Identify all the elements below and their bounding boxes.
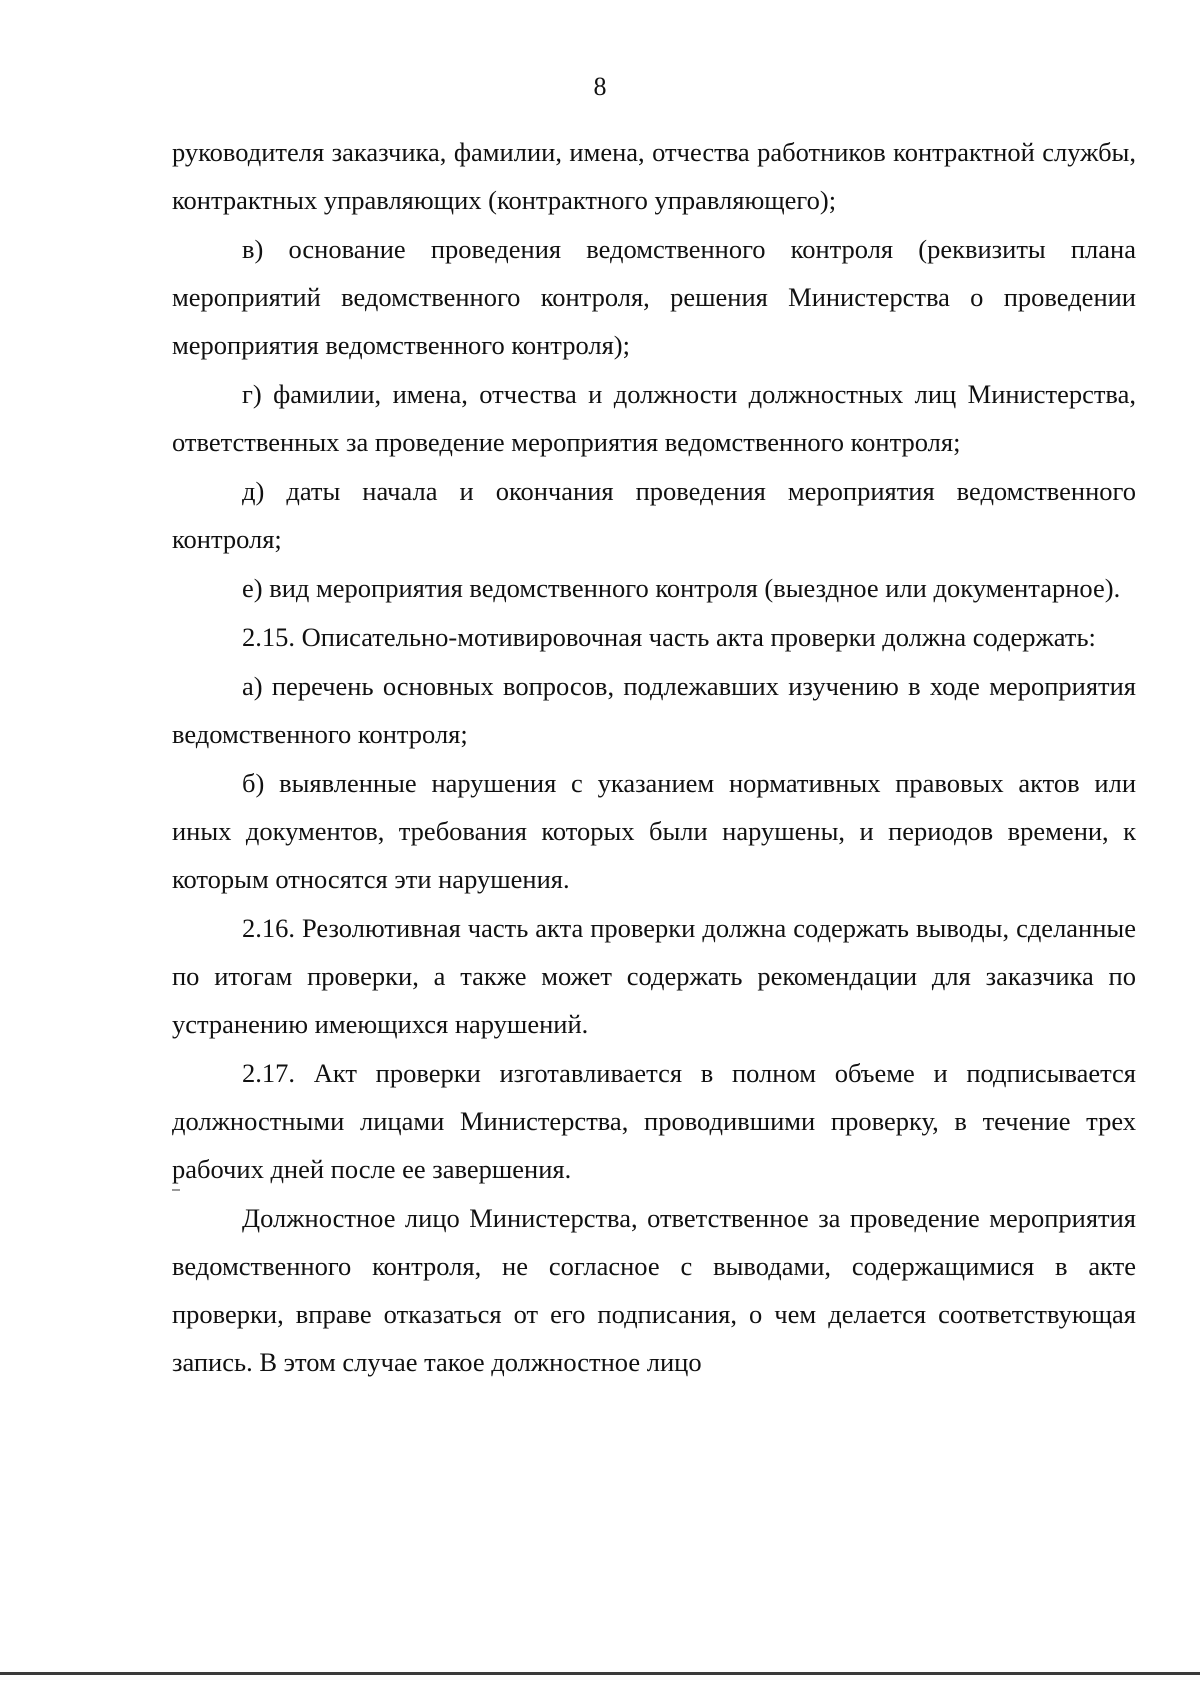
page-bottom-rule xyxy=(0,1672,1200,1675)
paragraph-item-g: г) фамилии, имена, отчества и должности должностных лиц Министерства, ответственных за проведение мероприятия ведомственного контроля; xyxy=(172,379,1136,457)
paragraph-continuation: руководителя заказчика, фамилии, имена, отчества работников контрактной службы, контрактных управляющих (контрактного управляющего); xyxy=(172,137,1136,215)
paragraph-official-refusal: Должностное лицо Министерства, ответственное за проведение мероприятия ведомственного контроля, не согласное с выводами, содержащимися в акте проверки, вправе отказаться от его подписания, о чем делается соответствующая запись. В этом случае такое должностное лицо xyxy=(172,1203,1136,1377)
paragraph-section-2-16: 2.16. Резолютивная часть акта проверки должна содержать выводы, сделанные по итогам проверки, а также может содержать рекомендации для заказчика по устранению имеющихся нарушений. xyxy=(172,913,1136,1039)
paragraph-section-2-15: 2.15. Описательно-мотивировочная часть акта проверки должна содержать: xyxy=(242,622,1096,652)
paragraph-section-2-17: 2.17. Акт проверки изготавливается в полном объеме и подписывается должностными лицами Министерства, проводившими проверку, в течение трех рабочих дней после ее завершения. xyxy=(172,1058,1136,1184)
paragraph-item-a: а) перечень основных вопросов, подлежавших изучению в ходе мероприятия ведомственного контроля; xyxy=(172,671,1136,749)
scan-artifact xyxy=(172,1189,180,1191)
page-number: 8 xyxy=(593,72,607,101)
paragraph-item-b: б) выявленные нарушения с указанием нормативных правовых актов или иных документов, требования которых были нарушены, и периодов времени, к которым относятся эти нарушения. xyxy=(172,768,1136,894)
paragraph-item-d: д) даты начала и окончания проведения мероприятия ведомственного контроля; xyxy=(172,476,1136,554)
paragraph-item-e: е) вид мероприятия ведомственного контроля (выездное или документарное). xyxy=(242,573,1121,603)
document-body xyxy=(172,128,1136,1387)
paragraph-item-v: в) основание проведения ведомственного контроля (реквизиты плана мероприятий ведомственного контроля, решения Министерства о проведении мероприятия ведомственного контроля); xyxy=(172,234,1136,360)
